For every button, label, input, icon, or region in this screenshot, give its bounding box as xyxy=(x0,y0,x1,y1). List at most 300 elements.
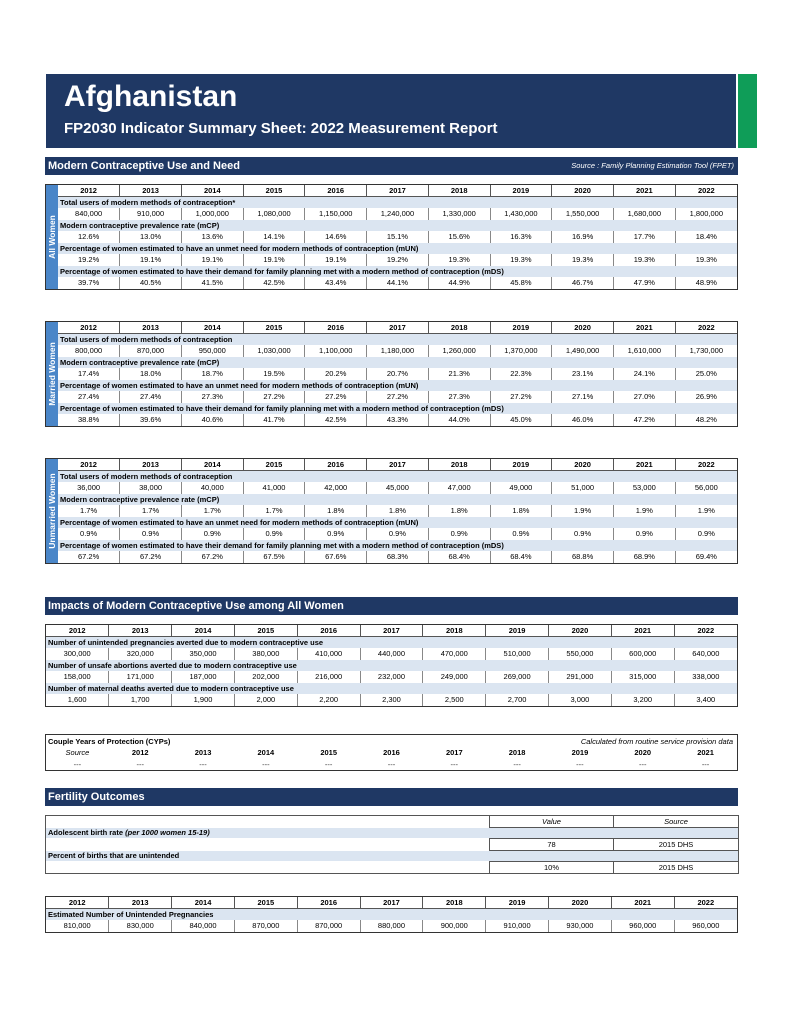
indicator-value: 1,260,000 xyxy=(428,345,490,357)
year-header-row xyxy=(58,185,737,197)
indicator-value: 0.9% xyxy=(243,528,305,540)
indicator-value: 56,000 xyxy=(675,482,737,494)
year-header: 2018 xyxy=(428,322,490,334)
indicator-label: Percentage of women estimated to have their demand for family planning met with a modern method of contraception (mDS) xyxy=(58,266,737,278)
indicator-values-row xyxy=(58,345,737,357)
indicator-value: 3,200 xyxy=(611,694,674,706)
unintended-value: 10% xyxy=(490,862,614,874)
indicator-value: 53,000 xyxy=(613,482,675,494)
indicator-value: 26.9% xyxy=(675,391,737,403)
indicator-value: 24.1% xyxy=(613,368,675,380)
year-header: 2019 xyxy=(486,897,549,909)
indicator-value: 1,900 xyxy=(172,694,235,706)
indicator-value: 410,000 xyxy=(297,648,360,660)
indicator-label: Percentage of women estimated to have an unmet need for modern methods of contraception (mUN) xyxy=(58,380,737,392)
year-header: 2013 xyxy=(120,185,182,197)
indicator-value: 19.1% xyxy=(181,254,243,266)
indicator-value: 46.0% xyxy=(552,414,614,426)
indicator-value: 158,000 xyxy=(63,672,91,682)
indicator-label-row xyxy=(46,637,737,649)
indicator-label: Number of unsafe abortions averted due to modern contraceptive use xyxy=(46,660,737,672)
indicator-value: 48.2% xyxy=(675,414,737,426)
indicator-value: 440,000 xyxy=(360,648,423,660)
indicator-value: 1,100,000 xyxy=(305,345,367,357)
indicator-value: 380,000 xyxy=(234,648,297,660)
year-header: 2014 xyxy=(181,185,243,197)
year-header: 2020 xyxy=(552,322,614,334)
cyp-value: --- xyxy=(638,759,647,769)
year-header: 2015 xyxy=(234,897,297,909)
indicator-value: 27.2% xyxy=(490,391,552,403)
indicator-label: Percentage of women estimated to have their demand for family planning met with a modern method of contraception (mDS) xyxy=(58,403,737,415)
indicator-value: 14.1% xyxy=(243,231,305,243)
indicator-value: 13.6% xyxy=(181,231,243,243)
cyp-year: 2016 xyxy=(383,748,400,758)
year-header: 2015 xyxy=(243,185,305,197)
indicator-value: 2,000 xyxy=(234,694,297,706)
indicator-values-row xyxy=(46,694,737,706)
year-header: 2015 xyxy=(243,459,305,471)
indicator-value: 249,000 xyxy=(423,671,486,683)
indicator-value: 27.1% xyxy=(552,391,614,403)
indicator-value: 14.6% xyxy=(305,231,367,243)
indicator-value: 1.8% xyxy=(367,505,429,517)
indicator-value: 44.9% xyxy=(428,277,490,289)
fertility-table xyxy=(45,815,738,874)
indicator-values-row xyxy=(58,551,737,563)
indicator-value: 1.9% xyxy=(552,505,614,517)
indicator-table xyxy=(58,322,737,426)
cyp-table xyxy=(45,734,738,771)
cyp-value: --- xyxy=(576,759,584,769)
indicator-label-row xyxy=(46,683,737,695)
year-header: 2013 xyxy=(109,625,172,637)
indicator-label: Modern contraceptive prevalence rate (mCP) xyxy=(58,220,737,232)
accent-bar xyxy=(738,74,757,148)
year-header-row xyxy=(46,625,737,637)
indicator-value: 18.4% xyxy=(675,231,737,243)
indicator-value: 25.0% xyxy=(675,368,737,380)
year-header: 2020 xyxy=(549,625,612,637)
cyp-value: --- xyxy=(199,759,207,769)
indicator-values-row xyxy=(58,208,737,220)
indicator-label-row xyxy=(58,471,737,483)
indicator-value: 27.2% xyxy=(305,391,367,403)
indicator-value: 1.7% xyxy=(181,505,243,517)
abr-label: Adolescent birth rate (per 1000 women 15-19) xyxy=(46,827,739,839)
year-header: 2021 xyxy=(613,185,675,197)
year-header: 2017 xyxy=(367,459,429,471)
year-header: 2021 xyxy=(611,625,674,637)
indicator-value: 27.2% xyxy=(243,391,305,403)
cyp-value: --- xyxy=(324,759,333,769)
indicator-value: 870,000 xyxy=(120,345,182,357)
up-value: 810,000 xyxy=(63,921,91,931)
fert-source-header: Source xyxy=(614,816,739,828)
indicator-value: 1,000,000 xyxy=(181,208,243,220)
unintended-pregnancies-table xyxy=(45,896,738,933)
indicator-value: 3,000 xyxy=(549,694,612,706)
indicator-value: 12.6% xyxy=(77,232,100,242)
up-value: 880,000 xyxy=(360,920,423,932)
indicator-value: 22.3% xyxy=(490,368,552,380)
indicator-label-row xyxy=(58,197,737,209)
indicator-value: 27.4% xyxy=(77,392,100,402)
indicator-value: 46.7% xyxy=(552,277,614,289)
up-value: 960,000 xyxy=(611,920,674,932)
indicator-value: 2,700 xyxy=(486,694,549,706)
unmarried-women-table xyxy=(45,458,738,564)
indicator-value: 17.7% xyxy=(613,231,675,243)
indicator-value: 350,000 xyxy=(172,648,235,660)
indicator-value: 1,800,000 xyxy=(675,208,737,220)
indicator-value: 49,000 xyxy=(490,482,552,494)
section-title: Fertility Outcomes xyxy=(48,791,145,803)
cyp-value: --- xyxy=(73,759,82,769)
cyp-year: 2018 xyxy=(508,748,526,758)
indicator-value: 15.1% xyxy=(367,231,429,243)
indicator-value: 41,000 xyxy=(243,482,305,494)
indicator-value: 17.4% xyxy=(77,369,100,379)
indicator-value: 67.2% xyxy=(77,552,100,562)
indicator-value: 44.1% xyxy=(367,277,429,289)
indicator-value: 40.5% xyxy=(120,277,182,289)
abr-value: 78 xyxy=(490,839,614,851)
indicator-value: 42.5% xyxy=(243,277,305,289)
indicator-value: 67.5% xyxy=(243,551,305,563)
indicator-value: 36,000 xyxy=(77,483,101,493)
year-header: 2014 xyxy=(172,897,235,909)
cyp-value: --- xyxy=(513,759,521,769)
year-header: 2012 xyxy=(58,459,120,471)
up-value: 900,000 xyxy=(423,920,486,932)
cyp-year: 2020 xyxy=(634,748,652,758)
cyp-year: 2015 xyxy=(320,748,337,758)
indicator-label: Number of maternal deaths averted due to modern contraceptive use xyxy=(46,683,737,695)
indicator-value: 16.9% xyxy=(552,231,614,243)
indicator-value: 1.8% xyxy=(305,505,367,517)
indicator-value: 47,000 xyxy=(428,482,490,494)
indicator-value: 202,000 xyxy=(234,671,297,683)
year-header: 2018 xyxy=(423,625,486,637)
indicator-value: 1.7% xyxy=(120,505,182,517)
indicator-label-row xyxy=(58,243,737,255)
indicator-label: Modern contraceptive prevalence rate (mCP) xyxy=(58,357,737,369)
indicator-value: 41.5% xyxy=(181,277,243,289)
indicator-value: 68.9% xyxy=(613,551,675,563)
indicator-value: 1,150,000 xyxy=(305,208,367,220)
indicator-value: 40,000 xyxy=(181,482,243,494)
indicator-value: 39.6% xyxy=(120,414,182,426)
indicator-value: 40.6% xyxy=(181,414,243,426)
indicator-value: 1.9% xyxy=(675,505,737,517)
indicator-value: 0.9% xyxy=(80,529,98,539)
indicator-value: 19.3% xyxy=(490,254,552,266)
indicator-value: 338,000 xyxy=(674,671,737,683)
impacts-table xyxy=(45,624,738,707)
indicator-value: 1,680,000 xyxy=(613,208,675,220)
indicator-value: 19.2% xyxy=(77,255,100,265)
year-header: 2016 xyxy=(305,185,367,197)
indicator-value: 43.3% xyxy=(367,414,429,426)
indicator-value: 1,600 xyxy=(67,695,87,705)
up-value: 830,000 xyxy=(109,920,172,932)
year-header: 2012 xyxy=(58,322,120,334)
year-header: 2022 xyxy=(675,322,737,334)
indicator-value: 320,000 xyxy=(109,648,172,660)
indicator-value: 1,610,000 xyxy=(613,345,675,357)
indicator-table xyxy=(46,625,737,706)
indicator-value: 23.1% xyxy=(552,368,614,380)
indicator-label-row xyxy=(58,403,737,415)
up-value: 870,000 xyxy=(234,920,297,932)
indicator-label-row xyxy=(58,266,737,278)
indicator-values-row xyxy=(58,505,737,517)
indicator-value: 13.0% xyxy=(120,231,182,243)
cyp-value: --- xyxy=(136,759,144,769)
up-value: 870,000 xyxy=(297,920,360,932)
up-value: 930,000 xyxy=(549,920,612,932)
indicator-value: 19.3% xyxy=(675,254,737,266)
indicator-label-row xyxy=(58,334,737,346)
indicator-values-row xyxy=(58,391,737,403)
indicator-value: 315,000 xyxy=(611,671,674,683)
indicator-value: 45.8% xyxy=(490,277,552,289)
indicator-label: Total users of modern methods of contraception xyxy=(58,334,737,346)
indicator-value: 0.9% xyxy=(490,528,552,540)
indicator-label: Percentage of women estimated to have an unmet need for modern methods of contraception (mUN) xyxy=(58,243,737,255)
indicator-label-row xyxy=(58,494,737,506)
side-label-unmarried-women: Unmarried Women xyxy=(46,459,58,563)
indicator-value: 1,370,000 xyxy=(490,345,552,357)
side-label-married-women: Married Women xyxy=(46,322,58,426)
indicator-value: 0.9% xyxy=(181,528,243,540)
indicator-value: 27.4% xyxy=(120,391,182,403)
year-header: 2013 xyxy=(109,897,172,909)
report-header xyxy=(46,74,736,148)
year-header: 2018 xyxy=(428,459,490,471)
indicator-values-row xyxy=(46,648,737,660)
indicator-label-row xyxy=(46,660,737,672)
indicator-value: 45,000 xyxy=(367,482,429,494)
year-header: 2022 xyxy=(675,185,737,197)
indicator-value: 171,000 xyxy=(109,671,172,683)
indicator-value: 67.6% xyxy=(305,551,367,563)
fert-value-header: Value xyxy=(490,816,614,828)
indicator-value: 0.9% xyxy=(305,528,367,540)
cyp-year: 2014 xyxy=(257,748,275,758)
indicator-value: 15.6% xyxy=(428,231,490,243)
indicator-value: 1.8% xyxy=(490,505,552,517)
country-title: Afghanistan xyxy=(64,80,238,113)
indicator-value: 1,730,000 xyxy=(675,345,737,357)
indicator-value: 19.1% xyxy=(243,254,305,266)
indicator-values-row xyxy=(58,368,737,380)
indicator-value: 2,300 xyxy=(360,694,423,706)
year-header: 2020 xyxy=(552,185,614,197)
year-header: 2012 xyxy=(46,897,109,909)
indicator-values-row xyxy=(58,482,737,494)
cyp-year: 2012 xyxy=(131,748,149,758)
indicator-value: 67.2% xyxy=(181,551,243,563)
indicator-value: 42,000 xyxy=(305,482,367,494)
indicator-value: 19.2% xyxy=(367,254,429,266)
indicator-value: 1,430,000 xyxy=(490,208,552,220)
indicator-value: 0.9% xyxy=(120,528,182,540)
indicator-value: 840,000 xyxy=(75,209,103,219)
indicator-value: 1,240,000 xyxy=(367,208,429,220)
section-title: Modern Contraceptive Use and Need xyxy=(48,160,240,172)
indicator-value: 600,000 xyxy=(611,648,674,660)
indicator-value: 45.0% xyxy=(490,414,552,426)
indicator-value: 16.3% xyxy=(490,231,552,243)
indicator-values-row xyxy=(46,671,737,683)
year-header: 2022 xyxy=(674,897,737,909)
indicator-value: 0.9% xyxy=(552,528,614,540)
indicator-value: 0.9% xyxy=(428,528,490,540)
indicator-label-row xyxy=(58,380,737,392)
indicator-label-row xyxy=(58,357,737,369)
indicator-value: 68.4% xyxy=(490,551,552,563)
year-header: 2016 xyxy=(305,322,367,334)
indicator-value: 27.0% xyxy=(613,391,675,403)
side-label-all-women: All Women xyxy=(46,185,58,289)
year-header: 2021 xyxy=(611,897,674,909)
indicator-table xyxy=(58,185,737,289)
up-value: 960,000 xyxy=(674,920,737,932)
indicator-label: Percentage of women estimated to have their demand for family planning met with a modern method of contraception (mDS) xyxy=(58,540,737,552)
indicator-label-row xyxy=(58,517,737,529)
indicator-value: 48.9% xyxy=(675,277,737,289)
cyp-year: 2013 xyxy=(194,748,212,758)
indicator-table xyxy=(58,459,737,563)
year-header: 2022 xyxy=(675,459,737,471)
cyp-value: --- xyxy=(387,759,396,769)
indicator-value: 43.4% xyxy=(305,277,367,289)
year-header: 2012 xyxy=(58,185,120,197)
year-header-row xyxy=(58,322,737,334)
cyp-year: 2021 xyxy=(697,748,714,758)
year-header: 2022 xyxy=(674,625,737,637)
indicator-value: 27.2% xyxy=(367,391,429,403)
indicator-value: 640,000 xyxy=(674,648,737,660)
indicator-value: 19.3% xyxy=(552,254,614,266)
indicator-values-row xyxy=(58,254,737,266)
indicator-label: Number of unintended pregnancies averted due to modern contraceptive use xyxy=(46,637,737,649)
year-header: 2014 xyxy=(181,322,243,334)
section-modern-use-header xyxy=(45,157,738,175)
indicator-value: 1,490,000 xyxy=(552,345,614,357)
indicator-value: 19.5% xyxy=(243,368,305,380)
indicator-label: Total users of modern methods of contraception* xyxy=(58,197,737,209)
section-title: Impacts of Modern Contraceptive Use among All Women xyxy=(48,600,344,612)
year-header: 2014 xyxy=(181,459,243,471)
indicator-value: 1.7% xyxy=(80,506,98,516)
indicator-value: 510,000 xyxy=(486,648,549,660)
indicator-value: 800,000 xyxy=(75,346,103,356)
indicator-value: 39.7% xyxy=(77,278,100,288)
cyp-title: Couple Years of Protection (CYPs) xyxy=(48,736,171,746)
indicator-value: 27.3% xyxy=(181,391,243,403)
year-header: 2017 xyxy=(360,625,423,637)
year-header: 2021 xyxy=(613,459,675,471)
year-header: 2017 xyxy=(367,322,429,334)
indicator-values-row xyxy=(58,414,737,426)
indicator-value: 18.0% xyxy=(120,368,182,380)
indicator-value: 232,000 xyxy=(360,671,423,683)
unintended-label: Percent of births that are unintended xyxy=(46,850,739,862)
abr-source: 2015 DHS xyxy=(614,839,739,851)
indicator-label-row xyxy=(58,540,737,552)
indicator-values-row xyxy=(58,231,737,243)
indicator-value: 1,080,000 xyxy=(243,208,305,220)
indicator-value: 21.3% xyxy=(428,368,490,380)
report-subtitle: FP2030 Indicator Summary Sheet: 2022 Measurement Report xyxy=(64,120,498,137)
indicator-label: Modern contraceptive prevalence rate (mCP) xyxy=(58,494,737,506)
indicator-value: 1,330,000 xyxy=(428,208,490,220)
cyp-value: --- xyxy=(701,759,710,769)
year-header: 2018 xyxy=(423,897,486,909)
indicator-value: 216,000 xyxy=(297,671,360,683)
year-header: 2017 xyxy=(367,185,429,197)
year-header: 2014 xyxy=(172,625,235,637)
year-header: 2019 xyxy=(490,185,552,197)
year-header: 2016 xyxy=(305,459,367,471)
indicator-value: 67.2% xyxy=(120,551,182,563)
indicator-value: 42.5% xyxy=(305,414,367,426)
cyp-year: 2019 xyxy=(571,748,589,758)
year-header: 2016 xyxy=(297,897,360,909)
unintended-source: 2015 DHS xyxy=(614,862,739,874)
year-header: 2013 xyxy=(120,322,182,334)
indicator-value: 1,700 xyxy=(109,694,172,706)
indicator-value: 550,000 xyxy=(549,648,612,660)
indicator-value: 18.7% xyxy=(181,368,243,380)
indicator-label: Total users of modern methods of contraception xyxy=(58,471,737,483)
indicator-value: 19.1% xyxy=(120,254,182,266)
indicator-value: 0.9% xyxy=(367,528,429,540)
indicator-value: 1,180,000 xyxy=(367,345,429,357)
section-impacts-header xyxy=(45,597,738,615)
indicator-value: 3,400 xyxy=(674,694,737,706)
indicator-value: 291,000 xyxy=(549,671,612,683)
year-header: 2013 xyxy=(120,459,182,471)
indicator-value: 950,000 xyxy=(181,345,243,357)
indicator-value: 2,500 xyxy=(423,694,486,706)
indicator-value: 38,000 xyxy=(120,482,182,494)
indicator-value: 19.3% xyxy=(428,254,490,266)
year-header: 2020 xyxy=(549,897,612,909)
indicator-value: 38.8% xyxy=(77,415,100,425)
all-women-table xyxy=(45,184,738,290)
year-header: 2017 xyxy=(360,897,423,909)
indicator-value: 0.9% xyxy=(675,528,737,540)
indicator-value: 68.4% xyxy=(428,551,490,563)
indicator-value: 51,000 xyxy=(552,482,614,494)
year-header-row xyxy=(58,459,737,471)
indicator-label: Percentage of women estimated to have an unmet need for modern methods of contraception (mUN) xyxy=(58,517,737,529)
indicator-value: 0.9% xyxy=(613,528,675,540)
cyp-value: --- xyxy=(450,759,459,769)
indicator-value: 47.9% xyxy=(613,277,675,289)
year-header: 2020 xyxy=(552,459,614,471)
indicator-value: 20.7% xyxy=(367,368,429,380)
section-fertility-header xyxy=(45,788,738,806)
indicator-value: 69.4% xyxy=(675,551,737,563)
indicator-value: 269,000 xyxy=(486,671,549,683)
indicator-value: 19.3% xyxy=(613,254,675,266)
year-header: 2019 xyxy=(486,625,549,637)
